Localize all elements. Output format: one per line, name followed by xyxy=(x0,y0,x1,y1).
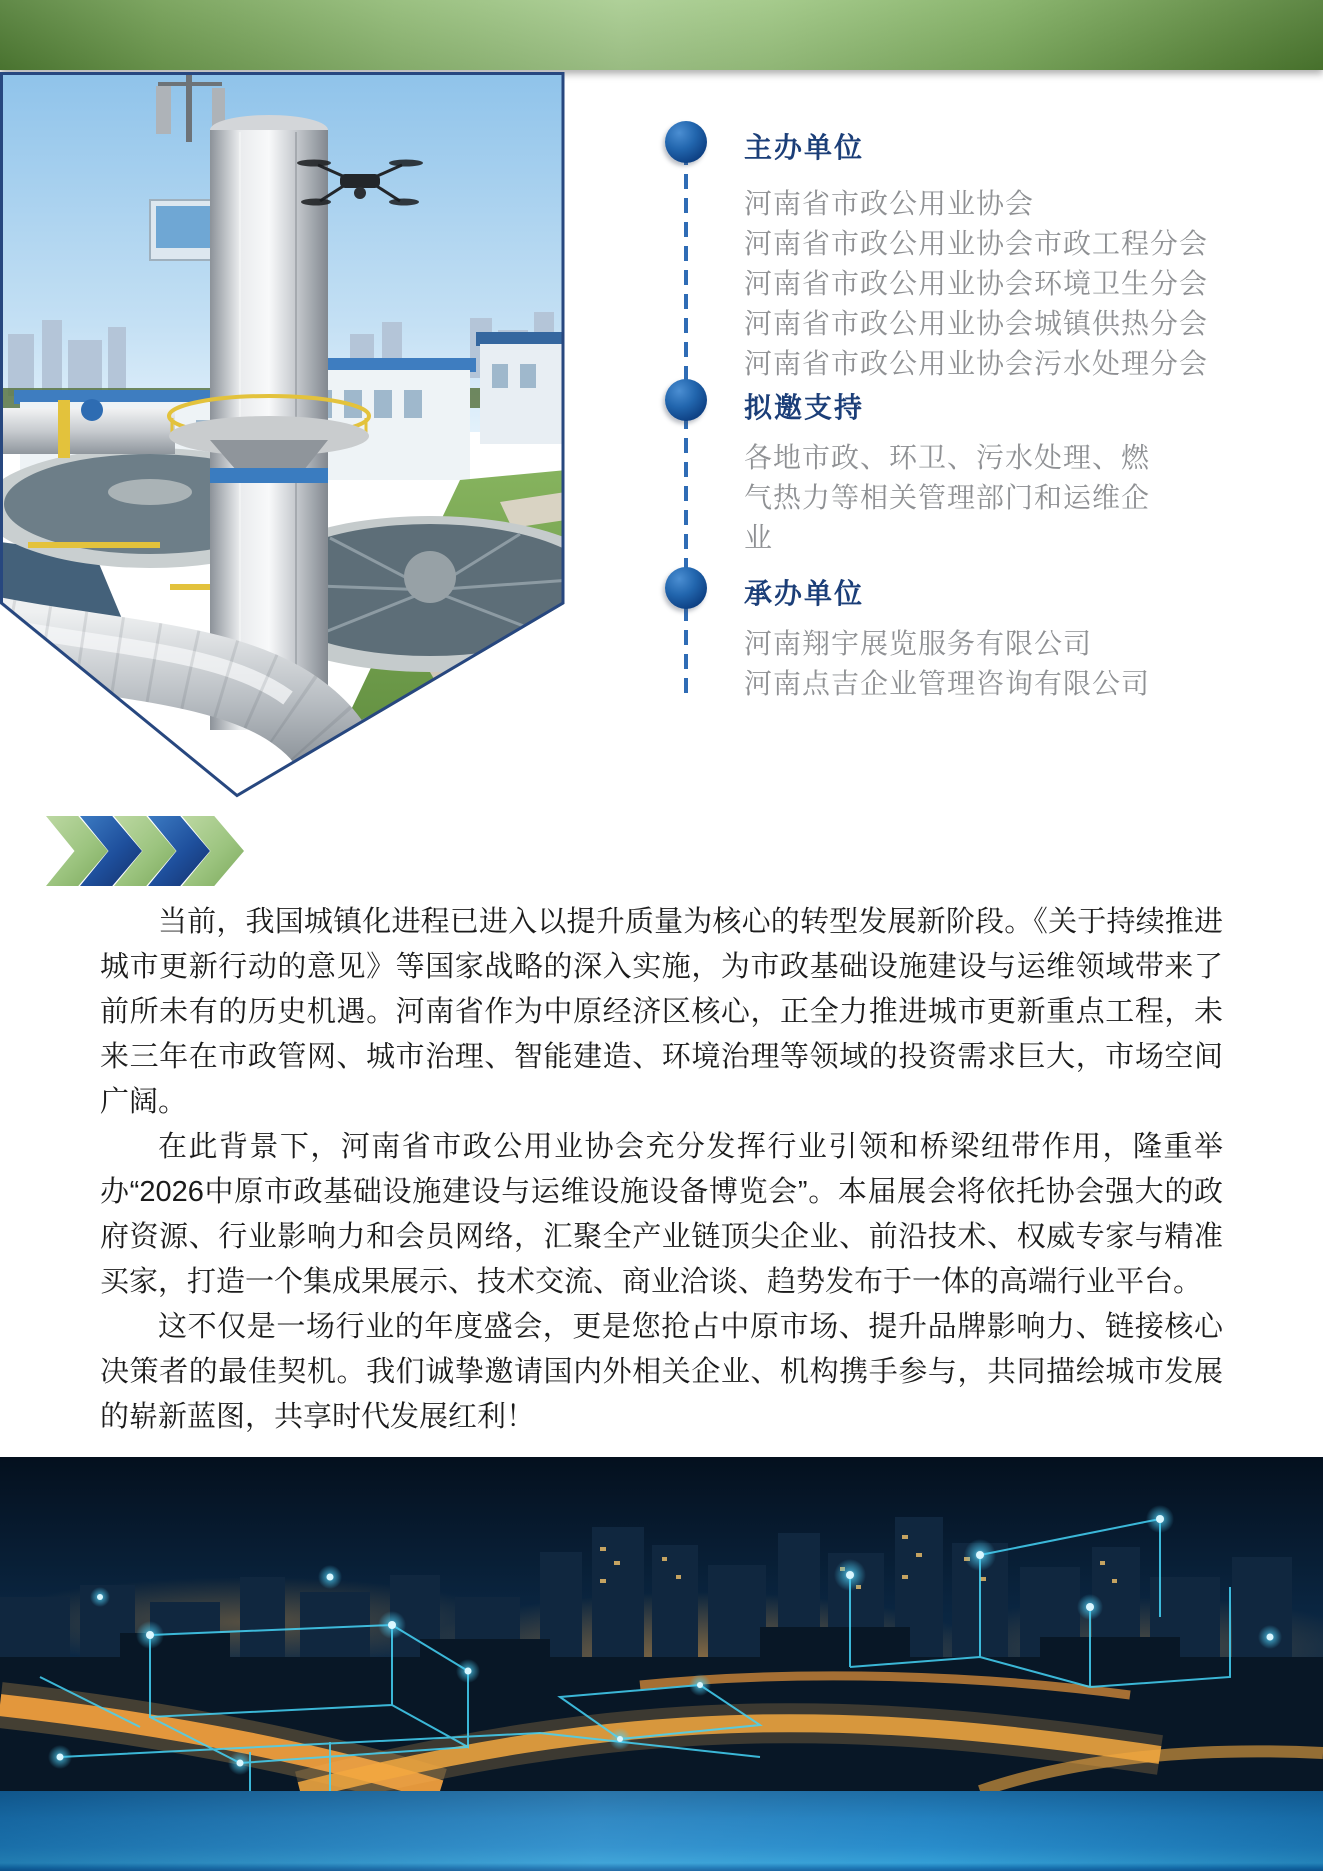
timeline-bullet-icon xyxy=(665,379,707,421)
list-item: 河南翔宇展览服务有限公司 xyxy=(744,628,1093,659)
cityscape-image xyxy=(0,1457,1323,1791)
intro-paragraph: 当前，我国城镇化进程已进入以提升质量为核心的转型发展新阶段。《关于持续推进城市更新行动的意见》等国家战略的深入实施，为市政基础设施建设与运维领域带来了前所未有的历史机遇。河南省作为中原经济区核心，正全力推进城市更新重点工程，未来三年在市政管网、城市治理、智能建造、环境治理等领域的投资需求巨大，市场空间广阔。 xyxy=(100,906,1223,1118)
facility-photo-illustration xyxy=(0,72,566,799)
intro-paragraph: 在此背景下，河南省市政公用业协会充分发挥行业引领和桥梁纽带作用，隆重举办“2026中原市政基础设施建设与运维设施设备博览会”。本届展会将依托协会强大的政府资源、行业影响力和会员网络，汇聚全产业链顶尖企业、前沿技术、权威专家与精准买家，打造一个集成果展示、技术交流、商业洽谈、趋势发布于一体的高端行业平台。 xyxy=(100,1131,1223,1298)
intro-paragraph: 这不仅是一场行业的年度盛会，更是您抢占中原市场、提升品牌影响力、链接核心决策者的最佳契机。我们诚挚邀请国内外相关企业、机构携手参与，共同描绘城市发展的崭新蓝图，共享时代发展红利！ xyxy=(100,1311,1223,1433)
top-green-band xyxy=(0,0,1323,70)
list-item: 河南点吉企业管理咨询有限公司 xyxy=(744,668,1151,699)
organizers-list xyxy=(744,184,1208,384)
support-list xyxy=(744,438,1174,558)
chevron-divider xyxy=(46,816,244,886)
undertaker-list xyxy=(744,624,1150,704)
timeline-bullet-icon xyxy=(665,121,707,163)
intro-text xyxy=(100,900,1223,1440)
undertaker-heading: 承办单位 xyxy=(744,578,865,609)
list-item: 河南省市政公用业协会污水处理分会 xyxy=(744,348,1209,379)
footer-blue-band xyxy=(0,1791,1323,1871)
list-item: 河南省市政公用业协会城镇供热分会 xyxy=(744,308,1209,339)
timeline-bullet-icon xyxy=(665,567,707,609)
support-heading: 拟邀支持 xyxy=(744,392,865,423)
list-item: 河南省市政公用业协会 xyxy=(744,188,1035,219)
list-item: 河南省市政公用业协会市政工程分会 xyxy=(744,228,1209,259)
cityscape-illustration xyxy=(0,1457,1323,1791)
organizers-heading: 主办单位 xyxy=(744,132,865,163)
list-item: 各地市政、环卫、污水处理、燃气热力等相关管理部门和运维企业 xyxy=(744,442,1151,553)
list-item: 河南省市政公用业协会环境卫生分会 xyxy=(744,268,1209,299)
facility-photo xyxy=(0,72,566,799)
timeline-dashed-line xyxy=(684,150,688,698)
